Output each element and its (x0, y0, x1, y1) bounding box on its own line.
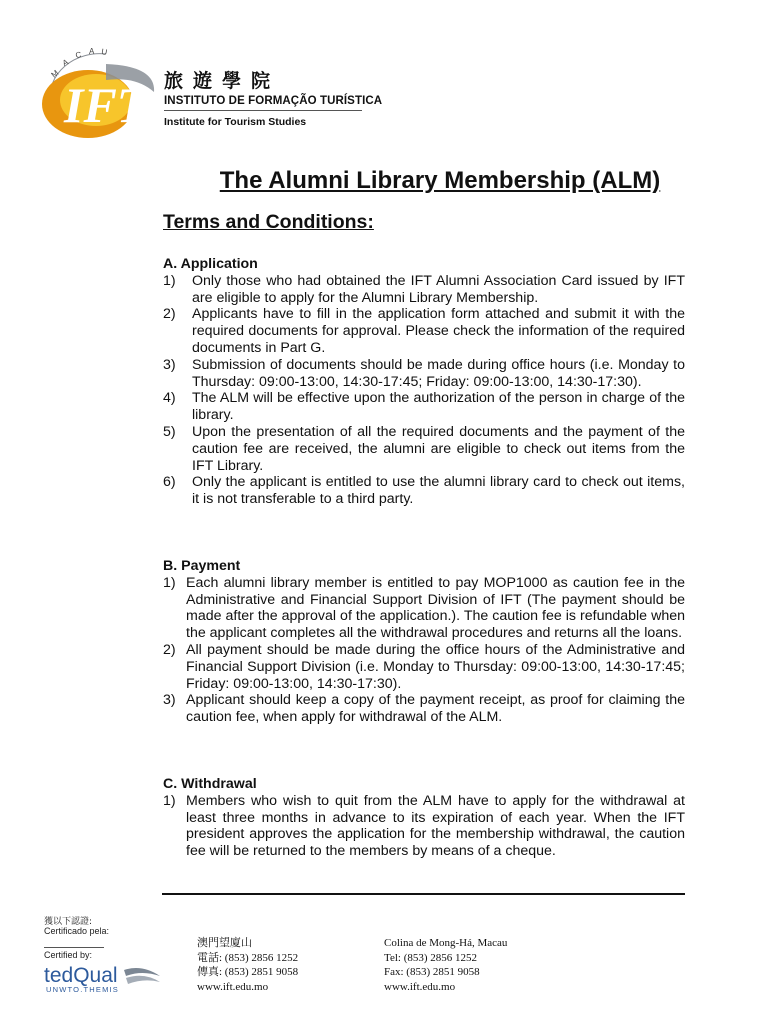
item-text: The ALM will be effective upon the authorization of the person in charge of the library. (192, 390, 685, 424)
item-number: 6) (163, 474, 176, 491)
item-text: Members who wish to quit from the ALM have to apply for the withdrawal at least three months in advance to its expiration of each year. When the IFT president approves the application for the membership withdrawal, the caution fee will be returned to the members by means of a cheque. (186, 792, 685, 860)
item-number: 2) (163, 306, 176, 323)
logo-letters: IFT (64, 77, 148, 133)
tedqual-logo (44, 960, 164, 994)
certified-label-zh: 獲以下認證: (44, 917, 93, 927)
tedqual-subtitle: UNWTO.THEMIS (46, 985, 120, 994)
item-text: Applicant should keep a copy of the payment receipt, as proof for claiming the caution fee, when apply for withdrawal of the ALM. (186, 692, 685, 726)
ift-logo (36, 44, 164, 144)
address-fax: Fax: (853) 2851 9058 (384, 966, 480, 978)
certified-divider (44, 947, 104, 948)
list-item (163, 306, 685, 356)
svg-text:A: A (89, 47, 95, 56)
svg-text:A: A (61, 57, 70, 68)
section-heading: C. Withdrawal (163, 776, 257, 792)
item-text: Submission of documents should be made during office hours (i.e. Monday to Thursday: 09:00-13:00, 14:30-17:45; Friday: 09:00-13:00, 14:30-17:30). (192, 356, 685, 390)
list-item (163, 575, 685, 642)
document-subtitle: Terms and Conditions: (163, 211, 374, 233)
address-line: Colina de Mong-Há, Macau (384, 937, 508, 949)
institution-divider (164, 110, 362, 111)
svg-text:C: C (74, 50, 83, 60)
institution-name-block (164, 70, 382, 128)
tedqual-wordmark: tedQual (44, 964, 118, 987)
item-text: Only those who had obtained the IFT Alumni Association Card issued by IFT are eligible to apply for the Alumni Library Membership. (192, 272, 685, 306)
item-text: Each alumni library member is entitled to pay MOP1000 as caution fee in the Administrative and Financial Support Division of IFT (The payment should be made after the approval of the application.). The caution fee is refundable when the applicant completes all the withdrawal procedures and returns all the loans. (186, 574, 685, 642)
svg-text:M: M (49, 68, 61, 80)
list-item (163, 692, 685, 726)
document-title: The Alumni Library Membership (ALM) (219, 167, 661, 194)
institution-name-pt: INSTITUTO DE FORMAÇÃO TURÍSTICA (164, 95, 383, 107)
address-phone: 電話: (853) 2856 1252 (197, 951, 299, 964)
item-number: 4) (163, 390, 176, 407)
certified-label-pt: Certificado pela: (44, 926, 110, 936)
item-number: 5) (163, 423, 176, 440)
item-number: 3) (163, 356, 176, 373)
item-text: All payment should be made during the office hours of the Administrative and Financial Support Division (i.e. Monday to Thursday: 09:00-13:00, 14:30-17:45; Friday: 09:00-13:00, 14:30-17:30). (186, 641, 685, 692)
item-number: 1) (163, 272, 176, 289)
list-item (163, 642, 685, 692)
item-text: Only the applicant is entitled to use the alumni library card to check out items, it is not transferable to a third party. (192, 474, 685, 508)
list-item (163, 390, 685, 424)
address-zh (197, 936, 298, 994)
certified-label-en: Certified by: (44, 950, 93, 960)
item-number: 2) (163, 641, 176, 658)
item-number: 1) (163, 792, 176, 809)
footer-divider (162, 893, 685, 895)
section-heading: A. Application (163, 256, 258, 272)
list-item (163, 793, 685, 860)
list-item (163, 273, 685, 307)
svg-text:U: U (100, 47, 108, 57)
address-website: www.ift.edu.mo (384, 980, 456, 993)
item-text: Upon the presentation of all the required documents and the payment of the caution fee are received, the alumni are eligible to check out items from the IFT Library. (192, 423, 685, 474)
item-number: 3) (163, 692, 176, 709)
address-website: www.ift.edu.mo (197, 980, 269, 993)
section-heading: B. Payment (163, 558, 241, 574)
address-en (384, 936, 507, 994)
address-fax: 傳真: (853) 2851 9058 (197, 966, 299, 978)
section-payment (163, 558, 685, 726)
list-item (163, 474, 685, 508)
list-item (163, 424, 685, 474)
section-withdrawal (163, 776, 685, 860)
item-number: 1) (163, 574, 176, 591)
tedqual-swoosh-icon (124, 968, 160, 984)
address-line: 澳門望廈山 (197, 937, 252, 949)
institution-name-en: Institute for Tourism Studies (164, 116, 307, 128)
item-text: Applicants have to fill in the application form attached and submit it with the required documents for approval. Please check the information of the required documents in Part G. (192, 306, 685, 356)
address-phone: Tel: (853) 2856 1252 (384, 951, 478, 964)
institution-name-zh: 旅遊學院 (164, 70, 281, 92)
list-item (163, 357, 685, 391)
section-application (163, 256, 685, 508)
